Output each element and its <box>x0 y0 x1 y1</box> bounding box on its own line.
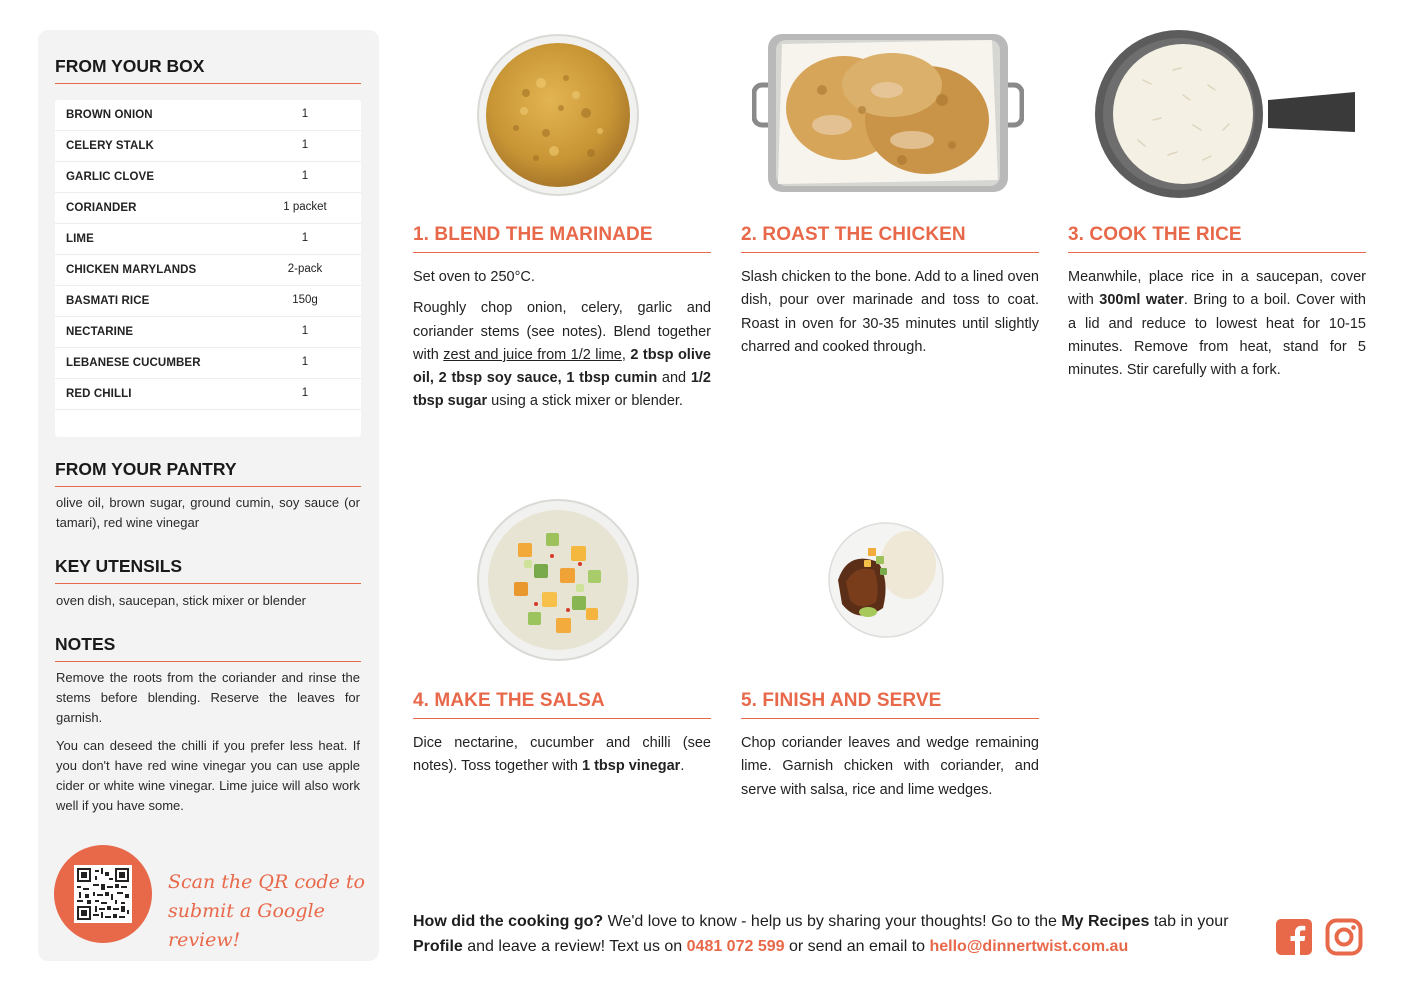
box-title: FROM YOUR BOX <box>55 56 361 84</box>
step-1-title: 1. BLEND THE MARINADE <box>413 224 711 253</box>
qr-code-icon[interactable] <box>74 865 132 923</box>
phone-link[interactable]: 0481 072 599 <box>686 938 785 955</box>
sidebar <box>38 30 379 961</box>
item-qty: 1 <box>301 356 309 368</box>
instagram-icon[interactable] <box>1325 918 1363 956</box>
item-name: CHICKEN MARYLANDS <box>66 264 197 276</box>
table-row <box>55 286 361 317</box>
item-name: NECTARINE <box>66 326 134 338</box>
step-2-body <box>741 266 1039 367</box>
roast-chicken-image <box>752 30 1024 196</box>
table-row <box>55 379 361 410</box>
step-4-body <box>413 732 711 787</box>
item-name: BASMATI RICE <box>66 295 150 307</box>
utensils-text: oven dish, saucepan, stick mixer or blender <box>56 593 307 608</box>
qr-caption-line-2: submit a Google review! <box>168 900 325 951</box>
notes-paragraph-2: You can deseed the chilli if you prefer less heat. If you don't have red wine vinegar you can use apple cider or white wine vinegar. Lime juice will also work well if you have some. <box>56 738 360 813</box>
step-1-para-1: Set oven to 250°C. <box>413 269 535 285</box>
pantry-title: FROM YOUR PANTRY <box>55 459 361 487</box>
feedback-footer: How did the cooking go? We'd love to know - help us by sharing your thoughts! Go to the My Recipes tab in your Profile and leave a review! Text us on 0481 072 599 or send an email to hello@dinnertwist.com.au <box>413 913 1229 955</box>
table-row <box>55 100 361 131</box>
step-1-para-2: Roughly chop onion, celery, garlic and coriander stems (see notes). Blend together with zest and juice from 1/2 lime, 2 tbsp olive oil, 2 tbsp soy sauce, 1 tbsp cumin and 1/2 tbsp sugar using a stick mixer or blender. <box>413 300 711 410</box>
item-name: BROWN ONION <box>66 109 153 121</box>
table-row <box>55 348 361 379</box>
table-row <box>55 224 361 255</box>
my-recipes-label: My Recipes <box>1061 913 1150 930</box>
table-row <box>55 193 361 224</box>
table-row <box>55 162 361 193</box>
item-name: CORIANDER <box>66 202 137 214</box>
step-3-body <box>1068 266 1366 390</box>
box-items-table <box>55 100 361 437</box>
item-qty: 1 <box>301 325 309 337</box>
item-qty: 2-pack <box>287 263 323 275</box>
table-row <box>55 255 361 286</box>
item-name: LEBANESE CUCUMBER <box>66 357 201 369</box>
item-qty: 1 <box>301 139 309 151</box>
step-2-title: 2. ROAST THE CHICKEN <box>741 224 1039 253</box>
qr-badge[interactable] <box>54 845 152 943</box>
item-qty: 1 <box>301 387 309 399</box>
email-link[interactable]: hello@dinnertwist.com.au <box>929 938 1129 955</box>
step-4-para-1: Dice nectarine, cucumber and chilli (see notes). Toss together with 1 tbsp vinegar. <box>413 735 711 775</box>
qr-caption-line-1: Scan the QR code to <box>168 871 365 893</box>
marinade-bowl-image <box>476 33 640 197</box>
step-3-para-1: Meanwhile, place rice in a saucepan, cover with 300ml water. Bring to a boil. Cover with a lid and reduce to lowest heat for 10-15 minutes. Remove from heat, stand for 5 minutes. Stir carefully with a fork. <box>1068 269 1366 379</box>
step-2-para-1: Slash chicken to the bone. Add to a lined oven dish, pour over marinade and toss to coat. Roast in oven for 30-35 minutes until slightly charred and cooked through. <box>741 269 1039 355</box>
item-qty: 1 <box>301 232 309 244</box>
item-qty: 1 <box>301 170 309 182</box>
notes-title: NOTES <box>55 634 361 662</box>
footer-question: How did the cooking go? <box>413 913 604 930</box>
notes-paragraph-1: Remove the roots from the coriander and rinse the stems before blending. Reserve the leaves for garnish. <box>56 670 360 725</box>
item-name: CELERY STALK <box>66 140 154 152</box>
step-5-body <box>741 732 1039 810</box>
rice-saucepan-image <box>1093 30 1355 198</box>
step-5-para-1: Chop coriander leaves and wedge remaining lime. Garnish chicken with coriander, and serve with salsa, rice and lime wedges. <box>741 735 1039 798</box>
step-5-title: 5. FINISH AND SERVE <box>741 690 1039 719</box>
salsa-bowl-image <box>476 498 640 662</box>
step-4-title: 4. MAKE THE SALSA <box>413 690 711 719</box>
pantry-text: olive oil, brown sugar, ground cumin, soy sauce (or tamari), red wine vinegar <box>56 495 360 530</box>
step-1-body <box>413 266 711 422</box>
item-qty: 1 packet <box>283 201 327 213</box>
item-name: GARLIC CLOVE <box>66 171 155 183</box>
utensils-title: KEY UTENSILS <box>55 556 361 584</box>
item-qty: 150g <box>292 294 318 306</box>
table-row <box>55 317 361 348</box>
qr-caption <box>168 868 368 955</box>
item-name: RED CHILLI <box>66 388 132 400</box>
table-row <box>55 131 361 162</box>
item-name: LIME <box>66 233 94 245</box>
plated-dish-image <box>828 520 944 640</box>
facebook-icon[interactable] <box>1275 918 1313 956</box>
profile-label: Profile <box>413 938 463 955</box>
item-qty: 1 <box>301 108 309 120</box>
step-3-title: 3. COOK THE RICE <box>1068 224 1366 253</box>
